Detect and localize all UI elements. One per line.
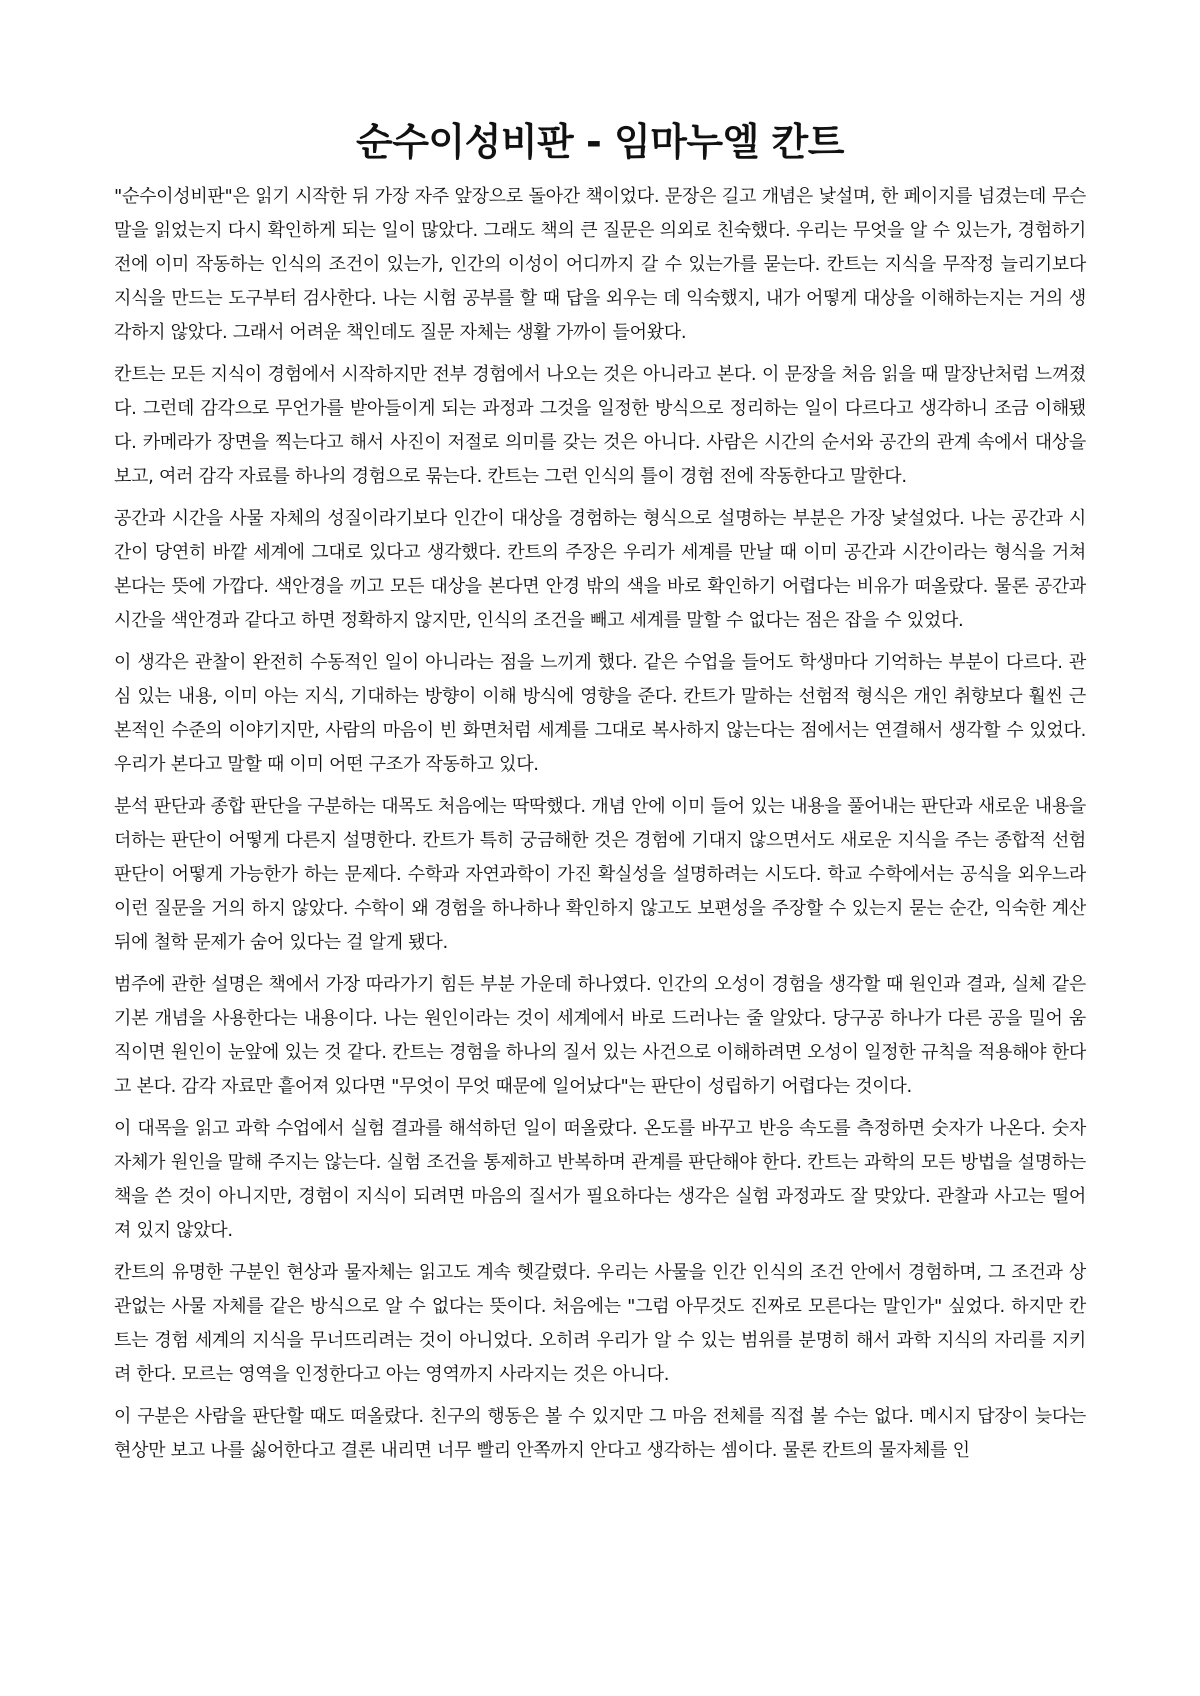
paragraph: 칸트는 모든 지식이 경험에서 시작하지만 전부 경험에서 나오는 것은 아니라고 본다. 이 문장을 처음 읽을 때 말장난처럼 느껴졌다. 그런데 감각으로 무언가를 받아들이게 되는 과정과 그것을 일정한 방식으로 정리하는 일이 다르다고 생각하니 조금 이해됐다. 카메라가 장면을 찍는다고 해서 사진이 저절로 의미를 갖는 것은 아니다. 사람은 시간의 순서와 공간의 관계 속에서 대상을 보고, 여러 감각 자료를 하나의 경험으로 묶는다. 칸트는 그런 인식의 틀이 경험 전에 작동한다고 말한다. bbox=[114, 364, 1086, 487]
paragraph: 이 대목을 읽고 과학 수업에서 실험 결과를 해석하던 일이 떠올랐다. 온도를 바꾸고 반응 속도를 측정하면 숫자가 나온다. 숫자 자체가 원인을 말해 주지는 않는다. 실험 조건을 통제하고 반복하며 관계를 판단해야 한다. 칸트는 과학의 모든 방법을 설명하는 책을 쓴 것이 아니지만, 경험이 지식이 되려면 마음의 질서가 필요하다는 생각은 실험 과정과도 잘 맞았다. 관찰과 사고는 떨어져 있지 않았다. bbox=[114, 1118, 1086, 1241]
paragraph: 이 생각은 관찰이 완전히 수동적인 일이 아니라는 점을 느끼게 했다. 같은 수업을 들어도 학생마다 기억하는 부분이 다르다. 관심 있는 내용, 이미 아는 지식, 기대하는 방향이 이해 방식에 영향을 준다. 칸트가 말하는 선험적 형식은 개인 취향보다 훨씬 근본적인 수준의 이야기지만, 사람의 마음이 빈 화면처럼 세계를 그대로 복사하지 않는다는 점에서는 연결해서 생각할 수 있었다. 우리가 본다고 말할 때 이미 어떤 구조가 작동하고 있다. bbox=[114, 652, 1086, 775]
paragraph: 범주에 관한 설명은 책에서 가장 따라가기 힘든 부분 가운데 하나였다. 인간의 오성이 경험을 생각할 때 원인과 결과, 실체 같은 기본 개념을 사용한다는 내용이다. 나는 원인이라는 것이 세계에서 바로 드러나는 줄 알았다. 당구공 하나가 다른 공을 밀어 움직이면 원인이 눈앞에 있는 것 같다. 칸트는 경험을 하나의 질서 있는 사건으로 이해하려면 오성이 일정한 규칙을 적용해야 한다고 본다. 감각 자료만 흩어져 있다면 "무엇이 무엇 때문에 일어났다"는 판단이 성립하기 어렵다는 것이다. bbox=[114, 974, 1086, 1097]
paragraph: 분석 판단과 종합 판단을 구분하는 대목도 처음에는 딱딱했다. 개념 안에 이미 들어 있는 내용을 풀어내는 판단과 새로운 내용을 더하는 판단이 어떻게 다른지 설명한다. 칸트가 특히 궁금해한 것은 경험에 기대지 않으면서도 새로운 지식을 주는 종합적 선험 판단이 어떻게 가능한가 하는 문제다. 수학과 자연과학이 가진 확실성을 설명하려는 시도다. 학교 수학에서는 공식을 외우느라 이런 질문을 거의 하지 않았다. 수학이 왜 경험을 하나하나 확인하지 않고도 보편성을 주장할 수 있는지 묻는 순간, 익숙한 계산 뒤에 철학 문제가 숨어 있다는 걸 알게 됐다. bbox=[114, 796, 1086, 953]
paragraph: 이 구분은 사람을 판단할 때도 떠올랐다. 친구의 행동은 볼 수 있지만 그 마음 전체를 직접 볼 수는 없다. 메시지 답장이 늦다는 현상만 보고 나를 싫어한다고 결론 내리면 너무 빨리 안쪽까지 안다고 생각하는 셈이다. 물론 칸트의 물자체를 인 bbox=[114, 1406, 1086, 1461]
document-body bbox=[114, 180, 1086, 1468]
paragraph: 공간과 시간을 사물 자체의 성질이라기보다 인간이 대상을 경험하는 형식으로 설명하는 부분은 가장 낯설었다. 나는 공간과 시간이 당연히 바깥 세계에 그대로 있다고 생각했다. 칸트의 주장은 우리가 세계를 만날 때 이미 공간과 시간이라는 형식을 거쳐 본다는 뜻에 가깝다. 색안경을 끼고 모든 대상을 본다면 안경 밖의 색을 바로 확인하기 어렵다는 비유가 떠올랐다. 물론 공간과 시간을 색안경과 같다고 하면 정확하지 않지만, 인식의 조건을 빼고 세계를 말할 수 없다는 점은 잡을 수 있었다. bbox=[114, 508, 1086, 631]
document-title: 순수이성비판 - 임마누엘 칸트 bbox=[356, 120, 844, 164]
document-page bbox=[114, 118, 1086, 1476]
paragraph: "순수이성비판"은 읽기 시작한 뒤 가장 자주 앞장으로 돌아간 책이었다. 문장은 길고 개념은 낯설며, 한 페이지를 넘겼는데 무슨 말을 읽었는지 다시 확인하게 되는 일이 많았다. 그래도 책의 큰 질문은 의외로 친숙했다. 우리는 무엇을 알 수 있는가, 경험하기 전에 이미 작동하는 인식의 조건이 있는가, 인간의 이성이 어디까지 갈 수 있는가를 묻는다. 칸트는 지식을 무작정 늘리기보다 지식을 만드는 도구부터 검사한다. 나는 시험 공부를 할 때 답을 외우는 데 익숙했지, 내가 어떻게 대상을 이해하는지는 거의 생각하지 않았다. 그래서 어려운 책인데도 질문 자체는 생활 가까이 들어왔다. bbox=[114, 186, 1086, 343]
paragraph: 칸트의 유명한 구분인 현상과 물자체는 읽고도 계속 헷갈렸다. 우리는 사물을 인간 인식의 조건 안에서 경험하며, 그 조건과 상관없는 사물 자체를 같은 방식으로 알 수 없다는 뜻이다. 처음에는 "그럼 아무것도 진짜로 모른다는 말인가" 싶었다. 하지만 칸트는 경험 세계의 지식을 무너뜨리려는 것이 아니었다. 오히려 우리가 알 수 있는 범위를 분명히 해서 과학 지식의 자리를 지키려 한다. 모르는 영역을 인정한다고 아는 영역까지 사라지는 것은 아니다. bbox=[114, 1262, 1086, 1385]
